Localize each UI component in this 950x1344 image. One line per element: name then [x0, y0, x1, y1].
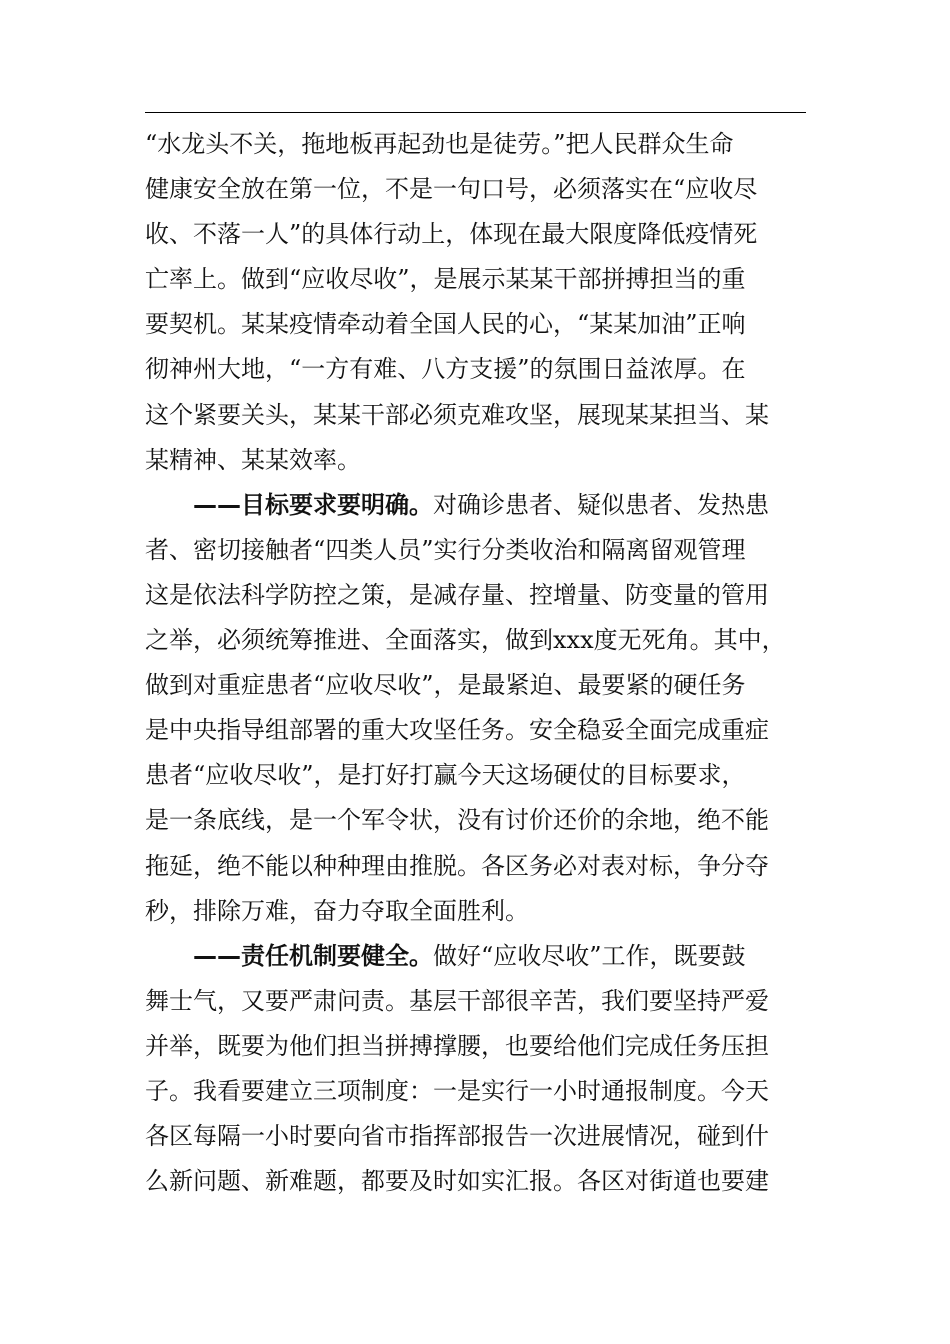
- text-line: 彻神州大地，“一方有难、八方支援”的氛围日益浓厚。在: [145, 355, 746, 384]
- text-line: 者、密切接触者“四类人员”实行分类收治和隔离留观管理: [145, 535, 746, 564]
- paragraph-2: [145, 483, 806, 934]
- text-line: 各区每隔一小时要向省市指挥部报告一次进展情况，碰到什: [145, 1122, 769, 1151]
- text-line: 是一条底线，是一个军令状，没有讨价还价的余地，绝不能: [145, 806, 769, 835]
- paragraph-1: [145, 122, 806, 483]
- text-line: 子。我看要建立三项制度：一是实行一小时通报制度。今天: [145, 1076, 769, 1105]
- document-body: [145, 122, 806, 1204]
- text-line: 么新问题、新难题，都要及时如实汇报。各区对街道也要建: [145, 1167, 769, 1196]
- paragraph-first-line: [145, 483, 806, 528]
- text-line: 是中央指导组部署的重大攻坚任务。安全稳妥全面完成重症: [145, 716, 769, 745]
- text-run: 对确诊患者、疑似患者、发热患: [433, 490, 769, 519]
- text-line: 某精神、某某效率。: [145, 445, 361, 474]
- section-heading-responsibility: ——责任机制要健全。: [193, 941, 433, 970]
- text-line: 要契机。某某疫情牵动着全国人民的心，“某某加油”正响: [145, 310, 746, 339]
- paragraph-3: [145, 934, 806, 1205]
- text-line: 舞士气，又要严肃问责。基层干部很辛苦，我们要坚持严爱: [145, 986, 769, 1015]
- text-line: 收、不落一人”的具体行动上，体现在最大限度降低疫情死: [145, 220, 758, 249]
- text-line: 健康安全放在第一位，不是一句口号，必须落实在“应收尽: [145, 175, 758, 204]
- header-rule: [145, 112, 806, 113]
- paragraph-first-line: [145, 934, 806, 979]
- text-line: 这个紧要关头，某某干部必须克难攻坚，展现某某担当、某: [145, 400, 769, 429]
- text-line: 亡率上。做到“应收尽收”，是展示某某干部拼搏担当的重: [145, 265, 746, 294]
- text-line: 拖延，绝不能以种种理由推脱。各区务必对表对标，争分夺: [145, 851, 769, 880]
- text-line: 秒，排除万难，奋力夺取全面胜利。: [145, 896, 529, 925]
- text-line: “水龙头不关，拖地板再起劲也是徒劳。”把人民群众生命: [145, 130, 734, 158]
- section-heading-goals: ——目标要求要明确。: [193, 490, 433, 519]
- text-line: 做到对重症患者“应收尽收”，是最紧迫、最要紧的硬任务: [145, 671, 746, 700]
- text-line: 这是依法科学防控之策，是减存量、控增量、防变量的管用: [145, 580, 769, 609]
- text-line: 并举，既要为他们担当拼搏撑腰，也要给他们完成任务压担: [145, 1031, 769, 1060]
- text-line: 之举，必须统筹推进、全面落实，做到xxx度无死角。其中，: [145, 626, 786, 655]
- text-line: 患者“应收尽收”，是打好打赢今天这场硬仗的目标要求，: [145, 761, 746, 790]
- text-run: 做好“应收尽收”工作，既要鼓: [433, 941, 746, 970]
